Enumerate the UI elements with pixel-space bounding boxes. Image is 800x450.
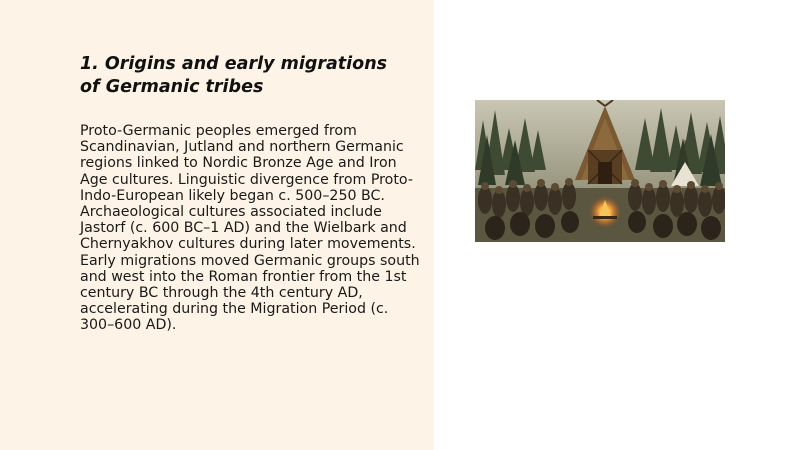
slide-title: 1. Origins and early migrations of Germanic tribes <box>80 54 388 97</box>
germanic-village-illustration <box>475 100 725 242</box>
slide-body-text: Proto-Germanic peoples emerged from Scandinavian, Jutland and northern Germanic regions linked to Nordic Bronze Age and Iron Age cultures. Linguistic divergence from Proto-Indo-European likely began c. 500–250 BC. Archaeological cultures associated include Jastorf (c. 600 BC–1 AD) and the Wielbark and Chernyakhov cultures during later movements. Early migrations moved Germanic groups south and west into the Roman frontier from the 1st century BC through the 4th century AD, accelerating during the Migration Period (c. 300–600 AD). <box>80 123 420 334</box>
